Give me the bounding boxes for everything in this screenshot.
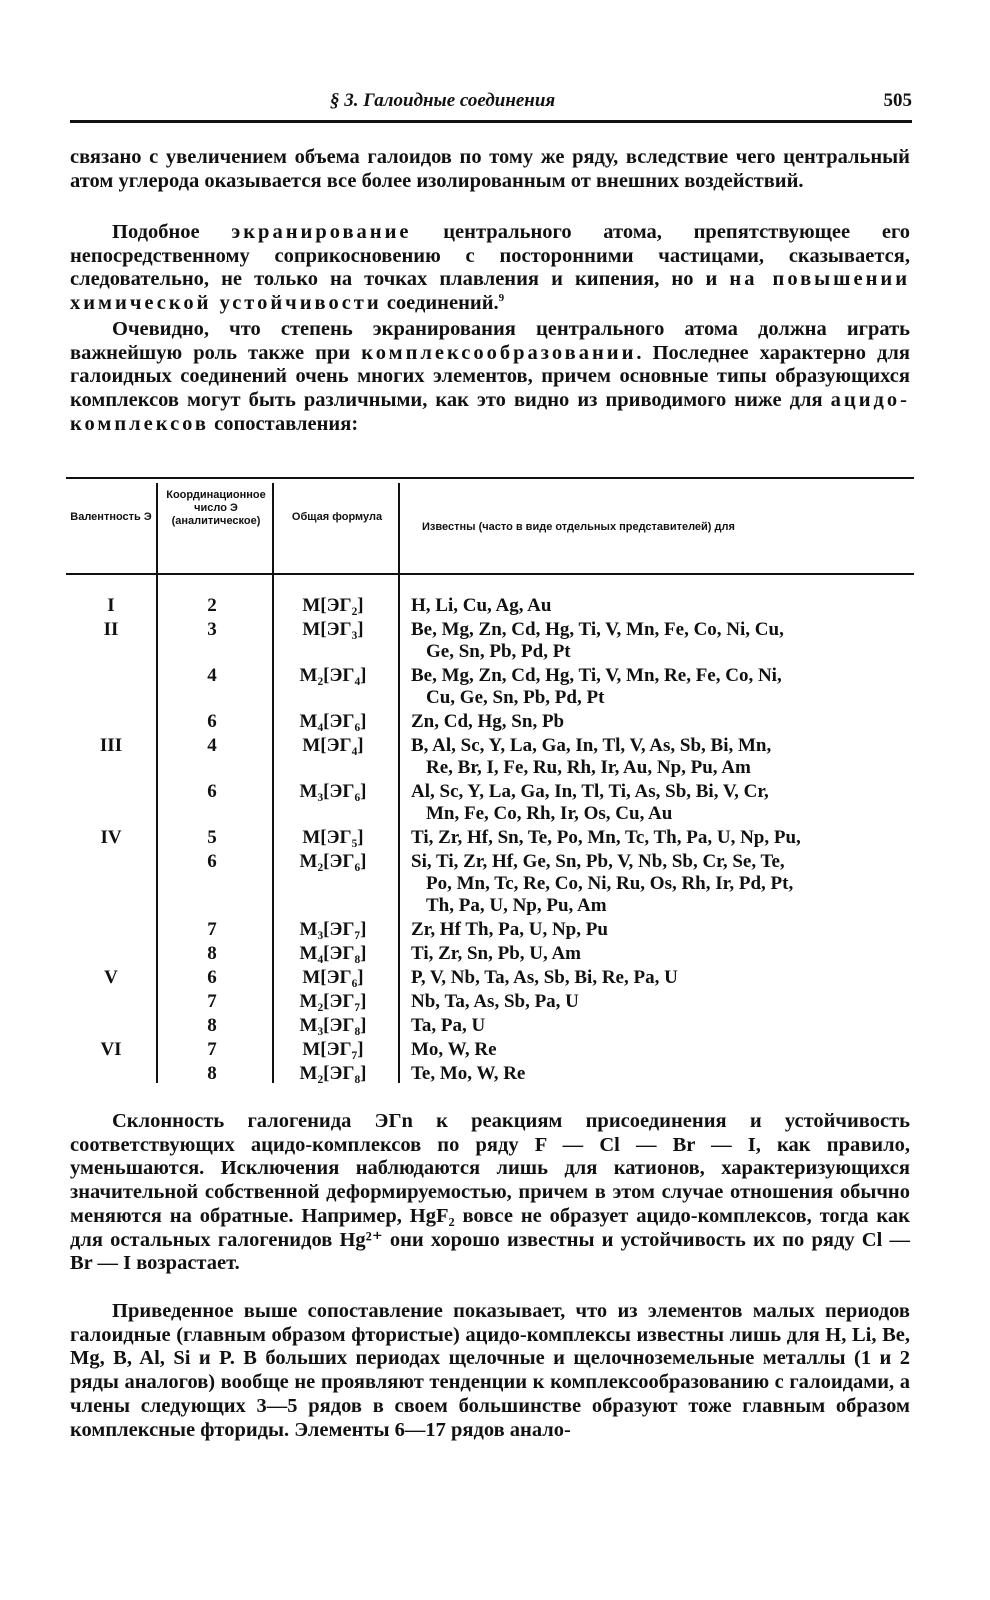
coordination-cell: 3 (207, 619, 217, 640)
elements-cell-continuation: Ge, Sn, Pb, Pd, Pt (426, 641, 571, 662)
coordination-cell: 4 (207, 665, 217, 686)
coordination-cell: 5 (207, 827, 217, 848)
formula-cell: М₂[ЭГ₄] (299, 665, 367, 686)
valence-cell: II (103, 619, 119, 640)
elements-cell: P, V, Nb, Ta, As, Sb, Bi, Re, Pa, U (411, 967, 678, 988)
p2-start: Подобное (112, 221, 232, 243)
p2-mid: центрального атома, препятствующее его непосредственному соприкосновению с посторонними частицами, сказывается, следовательно, не только на точках плавления и кипения, но и (70, 221, 910, 291)
p3-mid: . Последнее характерно для галоидных соединений очень многих элементов, причем основные типы образующихся комплексов могут быть различными, как это видно из приводимого ниже для (70, 341, 911, 412)
header-coordination: Координационное число Э (аналитическое) (166, 489, 266, 527)
elements-cell: Al, Sc, Y, La, Ga, In, Tl, Ti, As, Sb, Bi, V, Cr, (411, 781, 769, 802)
coordination-cell: 6 (207, 967, 217, 988)
valence-cell: IV (100, 827, 122, 848)
p3-end: сопоставления: (209, 412, 359, 435)
elements-cell: Be, Mg, Zn, Cd, Hg, Ti, V, Mn, Fe, Co, Ni, Cu, (411, 619, 784, 640)
elements-cell: B, Al, Sc, Y, La, Ga, In, Tl, V, As, Sb, Bi, Mn, (411, 735, 772, 756)
coordination-cell: 8 (207, 1063, 217, 1084)
paragraph-5: Приведенное выше сопоставление показывает, что из элементов малых периодов галоидные (главным образом фтористые) ацидо-комплексы известны лишь для H, Li, Be, Mg, B, Al, Si и P. В больших периодах щелочные и щелочноземельные металлы (1 и 2 ряды аналогов) вообще не проявляют тенденции к комплексообразованию с галоидами, а члены следующих 3—5 рядов в своем большинстве образуют тоже главным образом комплексные фториды. Элементы 6—17 рядов анало- (70, 1300, 910, 1441)
coordination-cell: 7 (207, 1039, 217, 1060)
formula-cell: М₂[ЭГ₇] (299, 991, 367, 1012)
header-valence: Валентность Э (70, 511, 152, 523)
elements-cell: Ta, Pa, U (411, 1015, 486, 1036)
coordination-cell: 4 (207, 735, 217, 756)
header-known-for: Известны (часто в виде отдельных представителей) для (422, 521, 735, 533)
formula-cell: М[ЭГ₅] (302, 827, 364, 848)
coordination-cell: 7 (207, 919, 217, 940)
header-rule (70, 120, 912, 123)
formula-cell: М[ЭГ₃] (302, 619, 364, 640)
footnote-ref: 9 (498, 292, 505, 305)
coordination-cell: 2 (207, 595, 217, 616)
elements-cell: Be, Mg, Zn, Cd, Hg, Ti, V, Mn, Re, Fe, Co, Ni, (411, 665, 782, 686)
elements-cell-continuation: Po, Mn, Tc, Re, Co, Ni, Ru, Os, Rh, Ir, Pd, Pt, (426, 873, 794, 894)
formula-cell: М[ЭГ₄] (302, 735, 364, 756)
p3-start: Очевидно, что степень экранирования центрального атома должна играть важнейшую роль также при (70, 318, 910, 364)
paragraph-1: связано с увеличением объема галоидов по тому же ряду, вследствие чего центральный атом углерода оказывается все более изолированным от внешних воздействий. (70, 146, 910, 192)
formula-cell: М₄[ЭГ₆] (299, 711, 367, 732)
section-title: § 3. Галоидные соединения (330, 90, 556, 111)
formula-cell: М₂[ЭГ₈] (299, 1063, 367, 1084)
formula-cell: М₃[ЭГ₈] (299, 1015, 367, 1036)
paragraph-2 (70, 221, 910, 316)
p2-spaced-term-1: экранирование (231, 221, 412, 243)
valence-cell: III (99, 735, 123, 756)
formula-cell: М[ЭГ₆] (302, 967, 364, 988)
coordination-cell: 6 (207, 851, 217, 872)
p2-end: соединений. (381, 292, 499, 315)
formula-cell: М[ЭГ₇] (302, 1039, 364, 1060)
elements-cell: H, Li, Cu, Ag, Au (411, 595, 552, 616)
elements-cell-continuation: Cu, Ge, Sn, Pb, Pd, Pt (426, 687, 605, 708)
coordination-cell: 6 (207, 781, 217, 802)
formula-cell: М₃[ЭГ₇] (299, 919, 367, 940)
coordination-cell: 7 (207, 991, 217, 1012)
valence-cell: I (107, 595, 115, 616)
elements-cell: Ti, Zr, Sn, Pb, U, Am (411, 943, 581, 964)
paragraph-4: Склонность галогенида ЭГn к реакциям присоединения и устойчивость соответствующих ацидо-комплексов по ряду F — Cl — Br — I, как правило, уменьшаются. Исключения наблюдаются лишь для катионов, характеризующихся значительной собственной деформируемостью, причем в этом случае отношения обычно меняются на обратные. Например, HgF₂ вовсе не образует ацидо-комплексов, тогда как для остальных галогенидов Hg²⁺ они хорошо известны и устойчивость их по ряду Cl — Br — I возрастает. (70, 1110, 910, 1275)
table-vrule-3 (398, 483, 400, 1083)
elements-cell-continuation: Mn, Fe, Co, Rh, Ir, Os, Cu, Au (426, 803, 673, 824)
elements-cell: Ti, Zr, Hf, Sn, Te, Po, Mn, Tc, Th, Pa, U, Np, Pu, (411, 827, 801, 848)
elements-cell: Si, Ti, Zr, Hf, Ge, Sn, Pb, V, Nb, Sb, Cr, Se, Te, (411, 851, 785, 872)
valence-cell: V (104, 967, 118, 988)
table-vrule-2 (272, 483, 274, 1083)
coordination-cell: 6 (207, 711, 217, 732)
p3-spaced-term-1: комплексообразовании (361, 341, 637, 364)
page-header (70, 90, 912, 120)
elements-cell: Zn, Cd, Hg, Sn, Pb (411, 711, 565, 732)
coordination-cell: 8 (207, 1015, 217, 1036)
table-top-rule (66, 477, 914, 479)
coordination-cell: 8 (207, 943, 217, 964)
elements-cell: Mo, W, Re (411, 1039, 497, 1060)
p2-spaced-term-2: на повышении химической устойчивости (70, 268, 911, 315)
page-number: 505 (883, 90, 912, 111)
formula-cell: М₂[ЭГ₆] (299, 851, 367, 872)
elements-cell-continuation: Th, Pa, U, Np, Pu, Am (426, 895, 607, 916)
formula-cell: М[ЭГ₂] (302, 595, 364, 616)
table-vrule-1 (156, 483, 158, 1083)
paragraph-3 (70, 318, 910, 437)
p3-spaced-term-2: ацидо-комплексов (70, 389, 910, 435)
header-formula: Общая формула (291, 511, 383, 523)
table-header-rule (66, 573, 914, 575)
formula-cell: М₃[ЭГ₆] (299, 781, 367, 802)
complexes-table (66, 477, 914, 1091)
elements-cell: Zr, Hf Th, Pa, U, Np, Pu (411, 919, 608, 940)
valence-cell: VI (100, 1039, 122, 1060)
elements-cell-continuation: Re, Br, I, Fe, Ru, Rh, Ir, Au, Np, Pu, Am (426, 757, 751, 778)
elements-cell: Te, Mo, W, Re (411, 1063, 526, 1084)
elements-cell: Nb, Ta, As, Sb, Pa, U (411, 991, 579, 1012)
formula-cell: М₄[ЭГ₈] (299, 943, 367, 964)
